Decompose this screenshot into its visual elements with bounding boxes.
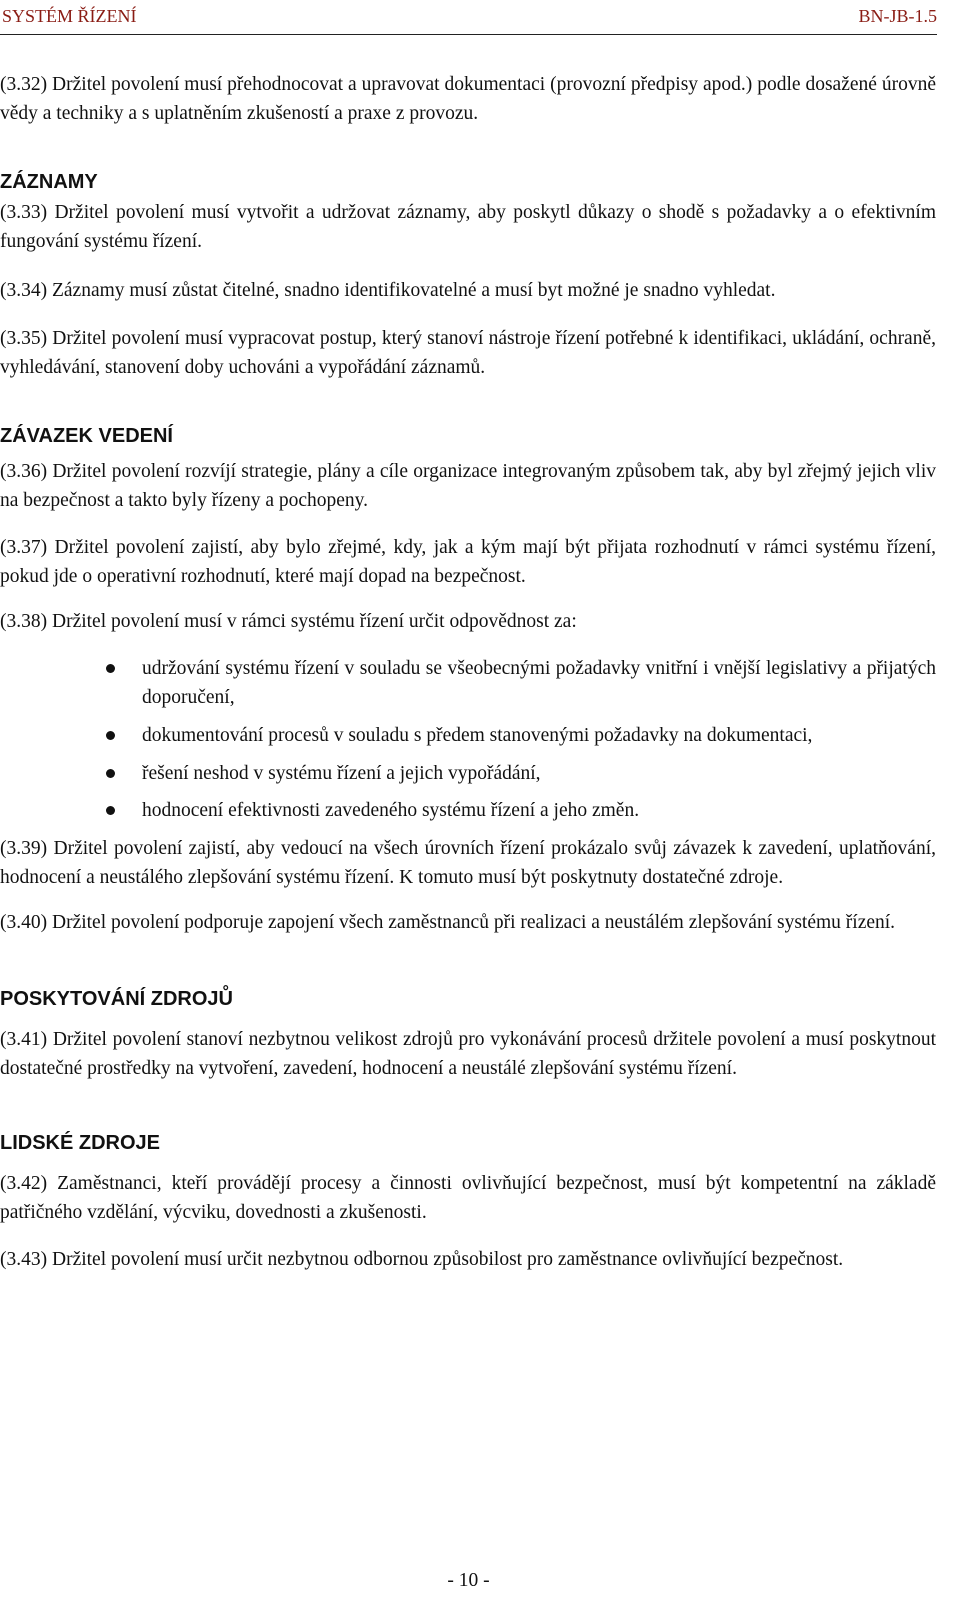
heading-lidske-zdroje: LIDSKÉ ZDROJE <box>0 1132 161 1154</box>
heading-zaznamy: ZÁZNAMY <box>0 171 98 193</box>
paragraph-3-40: (3.40) Držitel povolení podporuje zapojení všech zaměstnanců při realizaci a neustálém zlepšování systému řízení. <box>0 912 896 933</box>
header-title: SYSTÉM ŘÍZENÍ <box>2 6 137 26</box>
paragraph-3-37: (3.37) Držitel povolení zajistí, aby bylo zřejmé, kdy, jak a kým mají být přijata rozhodnutí v rámci systému řízení, pokud jde o operativní rozhodnutí, které mají dopad na bezpečnost. <box>0 537 936 587</box>
list-item: hodnocení efektivnosti zavedeného systému řízení a jeho změn. <box>0 796 936 825</box>
page-number: - 10 - <box>447 1570 490 1591</box>
page-header <box>0 4 937 28</box>
bullet-icon <box>106 769 115 778</box>
heading-zavazek-vedeni: ZÁVAZEK VEDENÍ <box>0 425 173 447</box>
paragraph-3-34: (3.34) Záznamy musí zůstat čitelné, snadno identifikovatelné a musí byt možné je snadno vyhledat. <box>0 280 776 301</box>
paragraph-3-39: (3.39) Držitel povolení zajistí, aby vedoucí na všech úrovních řízení prokázalo svůj závazek k zavedení, uplatňování, hodnocení a neustálého zlepšování systému řízení. K tomuto musí být poskytnuty dostatečné zdroje. <box>0 838 936 888</box>
bullet-icon <box>106 806 115 815</box>
document-body <box>0 70 936 1274</box>
paragraph-3-38: (3.38) Držitel povolení musí v rámci systému řízení určit odpovědnost za: <box>0 611 577 632</box>
list-item: udržování systému řízení v souladu se všeobecnými požadavky vnitřní i vnější legislativy a přijatých doporučení, <box>0 654 936 712</box>
paragraph-3-36: (3.36) Držitel povolení rozvíjí strategie, plány a cíle organizace integrovaným způsobem tak, aby byl zřejmý jejich vliv na bezpečnost a takto byly řízeny a pochopeny. <box>0 461 936 511</box>
paragraph-3-43: (3.43) Držitel povolení musí určit nezbytnou odbornou způsobilost pro zaměstnance ovlivňující bezpečnost. <box>0 1249 844 1270</box>
list-item: řešení neshod v systému řízení a jejich vypořádání, <box>0 759 936 788</box>
document-code: BN-JB-1.5 <box>858 6 937 26</box>
bullet-icon <box>106 664 115 673</box>
responsibility-list <box>0 654 936 825</box>
paragraph-3-32: (3.32) Držitel povolení musí přehodnocovat a upravovat dokumentaci (provozní předpisy apod.) podle dosažené úrovně vědy a techniky a s uplatněním zkušeností a praxe z provozu. <box>0 74 936 124</box>
paragraph-3-42: (3.42) Zaměstnanci, kteří provádějí procesy a činnosti ovlivňující bezpečnost, musí být kompetentní na základě patřičného vzdělání, výcviku, dovednosti a zkušenosti. <box>0 1173 936 1223</box>
header-divider <box>0 34 937 35</box>
paragraph-3-41: (3.41) Držitel povolení stanoví nezbytnou velikost zdrojů pro vykonávání procesů držitele povolení a musí poskytnout dostatečné prostředky na vytvoření, zavedení, hodnocení a neustálé zlepšování systému řízení. <box>0 1029 936 1079</box>
heading-poskytovani-zdroju: POSKYTOVÁNÍ ZDROJŮ <box>0 988 233 1010</box>
paragraph-3-35: (3.35) Držitel povolení musí vypracovat postup, který stanoví nástroje řízení potřebné k identifikaci, ukládání, ochraně, vyhledávání, stanovení doby uchováni a vypořádání záznamů. <box>0 328 936 378</box>
list-item: dokumentování procesů v souladu s předem stanovenými požadavky na dokumentaci, <box>0 721 936 750</box>
bullet-icon <box>106 731 115 740</box>
paragraph-3-33: (3.33) Držitel povolení musí vytvořit a udržovat záznamy, aby poskytl důkazy o shodě s požadavky a o efektivním fungování systému řízení. <box>0 202 936 252</box>
